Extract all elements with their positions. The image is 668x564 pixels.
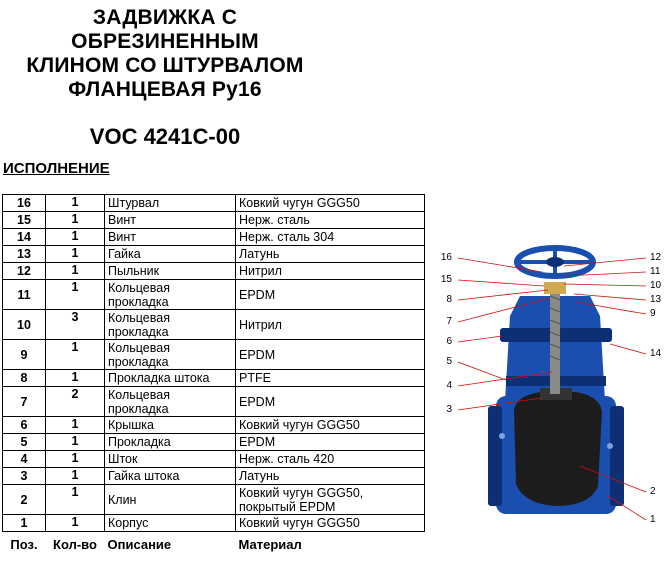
cell-description: Гайка штока [105,468,236,485]
cell-quantity: 1 [46,451,105,468]
cell-quantity: 1 [46,468,105,485]
callout-label: 15 [440,274,452,285]
table-row [3,417,425,434]
cell-position: 4 [3,451,46,468]
title-line: КЛИНОМ СО ШТУРВАЛОМ [26,54,304,77]
cell-quantity: 1 [46,212,105,229]
cell-quantity: 1 [46,515,105,532]
table-row [3,263,425,280]
header-material: Материал [238,537,302,552]
cell-quantity: 1 [46,195,105,212]
callout-label: 16 [440,252,452,263]
cell-material: Ковкий чугун GGG50 [236,515,425,532]
title-line: ЗАДВИЖКА С [92,6,238,29]
cell-position: 6 [3,417,46,434]
cell-quantity: 3 [46,310,105,340]
callout-label: 4 [446,380,452,391]
cell-description: Клин [105,485,236,515]
cell-position: 7 [3,387,46,417]
header-quantity: Кол-во [53,537,97,552]
cell-position: 13 [3,246,46,263]
cell-quantity: 1 [46,485,105,515]
cell-quantity: 1 [46,263,105,280]
cell-quantity: 1 [46,246,105,263]
cell-material: EPDM [236,280,425,310]
table-row [3,485,425,515]
cell-description: Кольцевая прокладка [105,310,236,340]
table-row [3,370,425,387]
cell-material: Нитрил [236,310,425,340]
cell-material: Ковкий чугун GGG50, покрытый EPDM [236,485,425,515]
callout-label: 1 [650,514,656,525]
callout-label: 5 [446,356,452,367]
cell-material: Нерж. сталь 420 [236,451,425,468]
table-row [3,387,425,417]
header-position: Поз. [10,537,38,552]
cell-position: 16 [3,195,46,212]
callout-label: 13 [650,294,662,305]
cell-description: Гайка [105,246,236,263]
table-row [3,229,425,246]
table-row [3,280,425,310]
cell-position: 12 [3,263,46,280]
cell-position: 10 [3,310,46,340]
cell-material: Нерж. сталь [236,212,425,229]
callout-label: 3 [446,404,452,415]
table-header-row [3,532,425,559]
cell-material: Нерж. сталь 304 [236,229,425,246]
callout-label: 10 [650,280,662,291]
callout-label: 9 [650,308,656,319]
cell-quantity: 1 [46,280,105,310]
table-row [3,212,425,229]
section-heading: ИСПОЛНЕНИЕ [3,160,110,177]
cell-quantity: 1 [46,417,105,434]
cell-description: Прокладка [105,434,236,451]
callout-label: 11 [650,266,661,277]
table-row [3,195,425,212]
parts-table-body [3,195,425,559]
cell-position: 9 [3,340,46,370]
cell-description: Кольцевая прокладка [105,340,236,370]
table-row [3,451,425,468]
cell-quantity: 1 [46,340,105,370]
document-title [0,6,330,102]
cell-material: Латунь [236,468,425,485]
cell-description: Кольцевая прокладка [105,387,236,417]
cell-description: Винт [105,212,236,229]
valve-stem [550,284,560,394]
cell-material: Нитрил [236,263,425,280]
cell-description: Винт [105,229,236,246]
callout-label: 12 [650,252,662,263]
callout-label: 2 [650,486,656,497]
cell-quantity: 1 [46,434,105,451]
valve-diagram [440,236,666,536]
cell-position: 11 [3,280,46,310]
parts-table [2,194,425,558]
cell-position: 3 [3,468,46,485]
cell-description: Прокладка штока [105,370,236,387]
cell-position: 1 [3,515,46,532]
table-row [3,310,425,340]
cell-description: Крышка [105,417,236,434]
cell-position: 14 [3,229,46,246]
cell-position: 8 [3,370,46,387]
cell-material: EPDM [236,387,425,417]
model-code: VOC 4241C-00 [89,124,241,149]
title-line: ОБРЕЗИНЕННЫМ [71,30,259,53]
cell-material: Латунь [236,246,425,263]
cell-description: Шток [105,451,236,468]
table-row [3,468,425,485]
cell-material: Ковкий чугун GGG50 [236,195,425,212]
cell-material: PTFE [236,370,425,387]
cell-material: Ковкий чугун GGG50 [236,417,425,434]
cell-material: EPDM [236,434,425,451]
callout-label: 8 [446,294,452,305]
cell-position: 5 [3,434,46,451]
cell-position: 15 [3,212,46,229]
cell-quantity: 1 [46,229,105,246]
cell-description: Пыльник [105,263,236,280]
callout-label: 7 [446,316,452,327]
cell-quantity: 2 [46,387,105,417]
callout-label: 14 [650,348,662,359]
table-row [3,246,425,263]
header-description: Описание [107,537,172,552]
cell-material: EPDM [236,340,425,370]
handwheel [517,248,593,276]
cell-description: Корпус [105,515,236,532]
stem-nut [544,282,566,294]
cell-description: Кольцевая прокладка [105,280,236,310]
callout-label: 6 [446,336,452,347]
valve-wedge [514,388,602,506]
table-row [3,340,425,370]
cell-description: Штурвал [105,195,236,212]
cell-position: 2 [3,485,46,515]
table-row [3,515,425,532]
title-line: ФЛАНЦЕВАЯ Ру16 [68,78,262,101]
table-row [3,434,425,451]
cell-quantity: 1 [46,370,105,387]
